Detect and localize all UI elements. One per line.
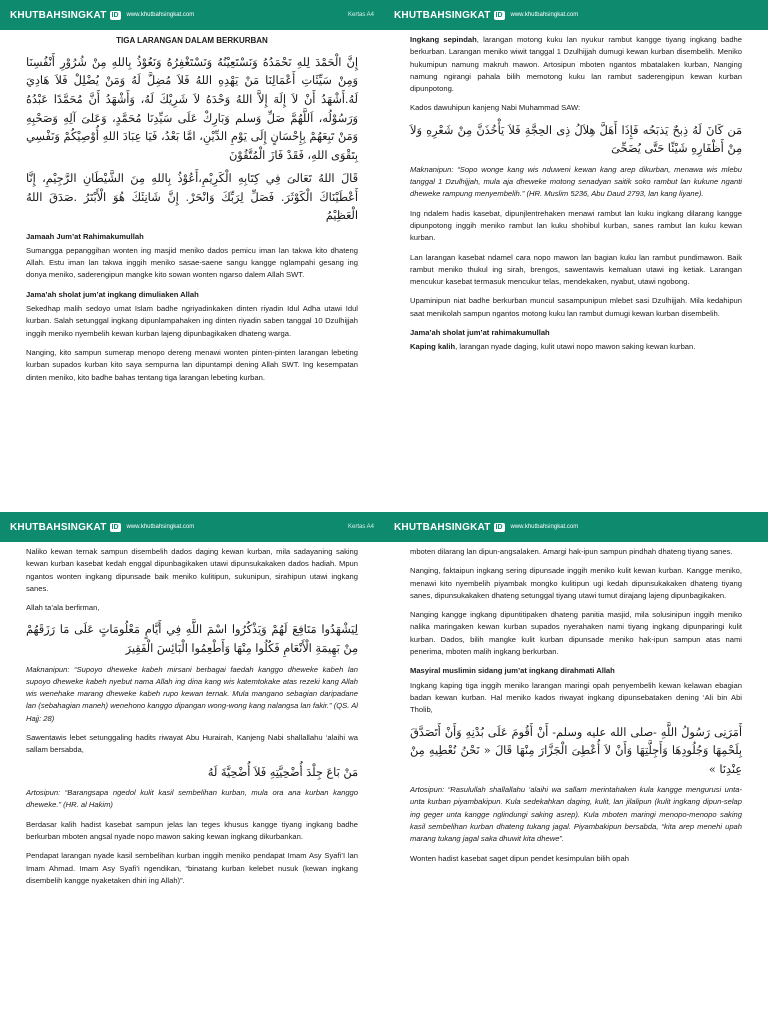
header-bar — [0, 0, 384, 30]
paragraph: mboten dilarang lan dipun-angsalaken. Amargi hak-ipun sampun pindhah dhateng tiyang sanes. — [410, 547, 733, 556]
arabic-verse: قَالَ اللهُ تَعَالىَ فِي كِتَابِهِ الْكَرِيْمِ،أَعُوْذُ بِاللهِ مِنَ الشَّيْطَانِ الرَّجِيْمِ، إِنَّا أَعْطَيْنَاكَ الْكَوْثَرَ. فَصَلِّ لِرَبِّكَ وَانْحَرْ. إِنَّ شَانِئَكَ هُوَ الْأَبْتَرُ .صَدَقَ اللهُ الْعَظِيْمُ — [26, 172, 358, 223]
paragraph — [410, 341, 742, 353]
translation: Maknanipun: “Sopo wonge kang wis nduweni kewan kang arep dikurban, menawa wis mlebu tanggal 1 Dzulhijjah, mula aja dheweke motong senadyan saitik soko rambut lan kukune nganti dheweke rampung menyembelih.” (HR. Muslim 5236, Abu Daud 2793, lan kang liyane). — [410, 164, 742, 199]
page-3 — [0, 512, 384, 1024]
paragraph: Sekedhap malih sedoyo umat Islam badhe ngriyadinkaken dinten riyadin Idul Adha utawi Idul kurban. Salah setunggal ingkang dipunlampahaken ing dinten riyadin saben tanggal 10 Dzulhijjah inggih meniko nyembelih kewan kurban lajeng dipunbagikaken dhateng warga. — [26, 304, 358, 338]
translation: Artosipun: “Barangsapa ngedol kulit kasil sembelihan kurban, mula ora ana kurban kanggo dheweke.” (HR. al Hakim) — [26, 788, 358, 810]
brand-url[interactable]: www.khutbahsingkat.com — [126, 12, 195, 18]
paragraph: Sumangga pepanggihan wonten ing masjid meniko dados pemicu iman lan takwa kito dhateng Allah. Estu iman lan takwa inggih meniko sasae-saene sangu kangge nglampahi gesang ing donya meniko, saderengipun mangke kito sowan wonten ngarso dalem Allah SWT. — [26, 245, 358, 280]
paper-size: Kertas A4 — [347, 524, 374, 530]
paragraph: Nanging, faktaipun ingkang sering dipunsade inggih meniko kulit kewan kurban. Kangge meniko, menawi kito nyembelih piyambak mongko kulitipun ugi kedah dipunsukakaken dhateng tiyang sanes, dipunsukakaken dhateng setunggal tiyang utawi tumut dirajang lajeng dipunbagikaken. — [410, 566, 742, 600]
arabic-verse: لِيَشْهَدُوا مَنَافِعَ لَهُمْ وَيَذْكُرُوا اسْمَ اللَّهِ فِي أَيَّامٍ مَعْلُومَاتٍ عَلَى مَا رَزَقَهُمْ مِنْ بَهِيمَةِ الْأَنْعَامِ فَكُلُوا مِنْهَا وَأَطْعِمُوا الْبَائِسَ الْفَقِيرَ — [26, 623, 358, 655]
paragraph — [410, 34, 742, 95]
brand-badge: ID — [111, 11, 119, 19]
paragraph: Wonten hadist kasebat saget dipun pendet kesimpulan bilih opah — [410, 853, 629, 863]
paragraph-text: , larangan nyade daging, kulit utawi nopo mawon saking kewan kurban. — [455, 342, 696, 352]
site-logo[interactable] — [10, 522, 194, 533]
paragraph-text: , larangan motong kuku lan nyukur rambut kangge tiyang ingkang badhe berkurban. Larangan meniko wiwit tanggal 1 Dzulhijjah dumugi kewan kurban disembelih. Meniko hukumipun namung makruh mawon. Artosipun mboten ngantos mbatalaken kurban, Nanging namung ngirangi pahala bilih memotong kuku lan rambut saderengipun kewan kurban dipunpotong. — [410, 35, 742, 94]
paragraph: Sawentawis lebet setunggaling hadits riwayat Abu Hurairah, Kanjeng Nabi shallallahu ‘alaihi wa sallam bersabda, — [26, 733, 358, 755]
arabic-hadith: مَن كَانَ لَهُ ذِبحٌ يَذبَحُه فَإِذَا أَهَلَّ هِلاَلُ ذِى الحِجَّةِ فَلاَ يَأْخُذَنَّ مِنْ شَعْرِهِ وَلاَ مِنْ أَظْفَارِهِ شَيْئًا حَتَّى يُضَحِّىَ — [410, 123, 742, 156]
brand-url[interactable]: www.khutbahsingkat.com — [510, 524, 579, 530]
section-heading: Jama’ah sholat jum’at ingkang dimuliaken Allah — [26, 289, 199, 299]
brand-name: KHUTBAHSINGKAT — [10, 9, 107, 21]
paragraph: Pendapat larangan nyade kasil sembelihan kurban inggih meniko pendapat Imam Asy Syafi’I lan Imam Ahmad. Imam Asy Syafi’i ngendikan, “binatang kurban kelebet nusuk (kewan ingkang disembelih kangge nyaketaken dhiri ing Allah)”. — [26, 851, 358, 885]
section-heading: Masyiral muslimin sidang jum’at ingkang dirahmati Allah — [410, 666, 615, 676]
arabic-hadith: مَنْ بَاعَ جِلْدَ أُضْحِيَّتِهِ فَلاَ أُضْحِيَّةَ لَهُ — [207, 765, 358, 779]
section-heading: Jama’ah sholat jum’at rahimakumullah — [410, 328, 550, 338]
paragraph: Nanging kangge ingkang dipuntitipaken dhateng panitia masjid, mila solusinipun inggih meniko nalika maringaken kewan kurban supados nyerahaken nami tiyang ingkang dipunparingi kulit kurban. Dados, bilih mangke kulit kurban dipunsade meniko hak-ipun sampun atas nami penerima, mboten malih ingkang berkurban. — [410, 610, 742, 657]
lead-term: Ingkang sepindah — [410, 35, 477, 44]
site-logo[interactable] — [10, 10, 194, 21]
page-2 — [384, 0, 768, 512]
paragraph: Nanging, kito sampun sumerap menopo dereng menawi wonten pinten-pinten larangan lebeting kurban supados kurban kito saya sempurna lan dipuntampi dening Allah SWT. Ing kesempatan dinten meniko, kito badhe bahas tentang tiga larangan lebeting kurban. — [26, 347, 358, 382]
brand-badge: ID — [495, 523, 503, 531]
brand-badge: ID — [111, 523, 119, 531]
brand-name: KHUTBAHSINGKAT — [10, 521, 107, 533]
translation: Maknanipun: “Supoyo dheweke kabeh mirsani berbagai faedah kanggo dheweke kabeh lan supoyo dheweke kabeh nyebut nama Allah ing dina kang wis katemtokake atas rezeki kang Allah wis wenehake marang dheweke kabeh rupo kewan ternak. Mula mangano sebagian daripadane lan (sebahagian maneh) wenehono kanggo dipangan wong-wong kang nalangsa lan fakir.” (QS. Al Hajj: 28) — [26, 664, 358, 723]
brand-name: KHUTBAHSINGKAT — [394, 521, 491, 533]
site-logo[interactable] — [394, 522, 578, 533]
arabic-hadith: أَمَرَنِى رَسُولُ اللَّهِ -صلى الله عليه وسلم- أَنْ أَقُومَ عَلَى بُدْنِهِ وَأَنْ أَتَصَدَّقَ بِلَحْمِهَا وَجُلُودِهَا وَأَجِلَّتِهَا وَأَنْ لاَ أُعْطِىَ الْجَزَّارَ مِنْهَا قَالَ « نَحْنُ نُعْطِيهِ مِنْ عِنْدِنَا » — [410, 725, 742, 776]
translation: Artosipun: “Rasulullah shallallahu ‘alaihi wa sallam merintahaken kula kangge mengurusi unta-unta kurban piyambakipun. Kula sedekahkan daging, kulit, lan jilalipun (kulit ingkang dipun-selap ing geger unta kangge nglindungi saking asrep). Kula mboten maringi menopo-menopo saking kasil sembelihan kurban dhateng tukang jagal. Piyambakipun bersabda, “kita arep menehi upah marang tukang jagal saka dhuwit kita dhewe”. — [410, 785, 742, 844]
paragraph: Kados dawuhipun kanjeng Nabi Muhammad SAW: — [410, 103, 581, 113]
paragraph: Lan larangan kasebat ndamel cara nopo mawon lan bagian kuku lan rambut pundimawon. Baik rambut meniko thukul ing sirah, brengos, sawentawis kemaluan utawi ing ketiak. Larangan mencukur kasebat termasuk mencukur telas, mendekaken, nyabut, utawi ngobong. — [410, 252, 742, 287]
lead-term: Kaping kalih — [410, 342, 456, 352]
arabic-opening: إِنَّ الْحَمْدَ لِلهِ نَحْمَدُهُ وَنَسْتَعِيْنُهُ وَنَسْتَغْفِرُهُ وَنَعُوْذُ بِاللهِ مِنْ شُرُوْرِ أَنْفُسِنَا وَمِنْ سَيِّئَاتِ أَعْمَالِنَا مَنْ يَهْدِهِ اللهُ فَلاَ مُضِلَّ لَهُ وَمَنْ يُضْلِلْ فَلاَ هَادِيَ لَهُ.أَشْهَدُ أَنْ لاَ إِلَهَ إِلاَّ اللهُ وَحْدَهُ لاَ شَرِيْكَ لَهُ، وَأَشْهَدُ أَنَّ مُحَمَّدًا عَبْدُهُ وَرَسُوْلُه، اَللَّهُمَّ صَلِّ وَسلم وَبَارِكْ عَلَى سَيِّدِنَا مُحَمَّدٍ، وَعَلىَ آلِهِ وَصَحْبِهِ وَمَنْ تَبِعَهُمْ بِإِحْسَانٍ إِلَى يَوْمِ الدِّيْنِ، امَّا بَعْدُ، فَيَا عِبَادَ اللهِ أُوْصِيْكُمْ وَنَفْسِي بِتَقْوَى اللهِ، فَقَدْ فَازَ الْمُتَّقُوْنَ — [26, 55, 358, 162]
page-content — [384, 30, 768, 354]
header-bar — [0, 512, 384, 542]
header-bar — [384, 0, 768, 30]
page-4 — [384, 512, 768, 1024]
page-title: TIGA LARANGAN DALAM BERKURBAN — [116, 36, 268, 45]
brand-url[interactable]: www.khutbahsingkat.com — [510, 12, 579, 18]
paragraph: Berdasar kalih hadist kasebat sampun jelas lan teges khusus kangge tiyang ingkang badhe berkurban mboten angsal nyade nopo mawon saking kewan ingkang dikurbankan. — [26, 819, 358, 841]
page-content — [384, 542, 768, 865]
page-content — [0, 542, 384, 887]
paragraph: Upaminipun niat badhe berkurban muncul sasampunipun mlebet sasi Dzulhijjah. Mila kedahipun saat menikolah sampun ngantos motong kuku lan rambut dumugi kewan kurban disembelih. — [410, 296, 742, 318]
brand-badge: ID — [495, 11, 503, 19]
header-bar — [384, 512, 768, 542]
paragraph: Ing ndalem hadis kasebat, dipunjlentrehaken menawi rambut lan kuku ingkang dilarang kangge dipunpotong inggih meniko rambut lan kuku shohibul kurban, sanes rambut lan kuku kewan kurban. — [410, 208, 742, 243]
paragraph: Allah ta’ala berfirman, — [26, 603, 100, 613]
paragraph: Naliko kewan ternak sampun disembelih dados daging kewan kurban, mila sadayaning saking kewan kurban kasebat kedah enggal dipunbagikaken utawi dipunsukakaken dados hadiah. Mpun ngantos wonten ingkang dipunsade baik meniko kulitipun, sukunipun, sirahipun utawi ingkang sanes. — [26, 547, 358, 593]
page-content — [0, 30, 384, 384]
page-1 — [0, 0, 384, 512]
paragraph: Ingkang kaping tiga inggih meniko larangan maringi opah penyembelih kewan kelawan ebagian badan kewan kurban. Hal meniko kados riwayat ingkang dipunsebataken dening ‘Ali bin Abi Tholib, — [410, 680, 742, 715]
section-heading: Jamaah Jum’at Rahimakumullah — [26, 231, 144, 241]
brand-url[interactable]: www.khutbahsingkat.com — [126, 524, 195, 530]
paper-size: Kertas A4 — [347, 12, 374, 18]
site-logo[interactable] — [394, 10, 578, 21]
brand-name: KHUTBAHSINGKAT — [394, 9, 491, 21]
